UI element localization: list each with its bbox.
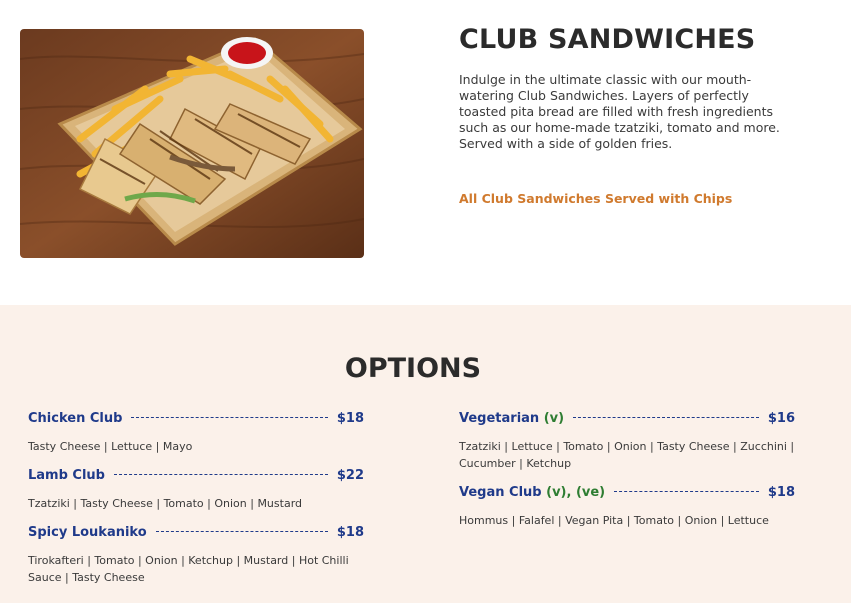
options-column-right: [459, 410, 795, 541]
category-description: Indulge in the ultimate classic with our mouth-watering Club Sandwiches. Layers of perfectly toasted pita bread are filled with fresh ingredients such as our home-made tzatziki, tomato and more. Served with a side of golden fries.: [459, 72, 780, 151]
options-column-left: [28, 410, 364, 598]
menu-item-price: $18: [336, 410, 364, 426]
leader-dots: [131, 417, 327, 418]
menu-item-vegan-club: [459, 484, 795, 529]
leader-dots: [156, 531, 328, 532]
menu-item-price: $18: [767, 484, 795, 500]
menu-item-name: Vegetarian (v): [459, 410, 565, 426]
diet-tag: (v), (ve): [546, 484, 606, 500]
served-with-note: All Club Sandwiches Served with Chips: [459, 191, 733, 206]
page-title: CLUB SANDWICHES: [459, 24, 756, 55]
menu-item-chicken-club: [28, 410, 364, 455]
menu-item-name: Lamb Club: [28, 467, 105, 483]
menu-item-name: Vegan Club (v), (ve): [459, 484, 606, 500]
menu-item-ingredients: Tirokafteri | Tomato | Onion | Ketchup | Mustard | Hot Chilli Sauce | Tasty Cheese: [28, 554, 349, 584]
menu-item-ingredients: Tzatziki | Tasty Cheese | Tomato | Onion | Mustard: [28, 497, 303, 510]
menu-item-ingredients: Tasty Cheese | Lettuce | Mayo: [28, 440, 193, 453]
menu-item-name: Chicken Club: [28, 410, 123, 426]
menu-item-ingredients: Tzatziki | Lettuce | Tomato | Onion | Tasty Cheese | Zucchini | Cucumber | Ketchup: [459, 440, 795, 470]
club-sandwich-photo: [20, 29, 364, 258]
leader-dots: [114, 474, 328, 475]
options-section: [0, 305, 851, 603]
menu-item-price: $18: [336, 524, 364, 540]
diet-tag: (v): [543, 410, 565, 426]
leader-dots: [614, 491, 759, 492]
menu-item-ingredients: Hommus | Falafel | Vegan Pita | Tomato | Onion | Lettuce: [459, 514, 769, 527]
menu-item-price: $22: [336, 467, 364, 483]
menu-item-name: Spicy Loukaniko: [28, 524, 147, 540]
menu-item-lamb-club: [28, 467, 364, 512]
leader-dots: [573, 417, 759, 418]
menu-item-price: $16: [767, 410, 795, 426]
menu-item-vegetarian: [459, 410, 795, 472]
menu-item-spicy-loukaniko: [28, 524, 364, 586]
options-heading: OPTIONS: [344, 353, 482, 384]
